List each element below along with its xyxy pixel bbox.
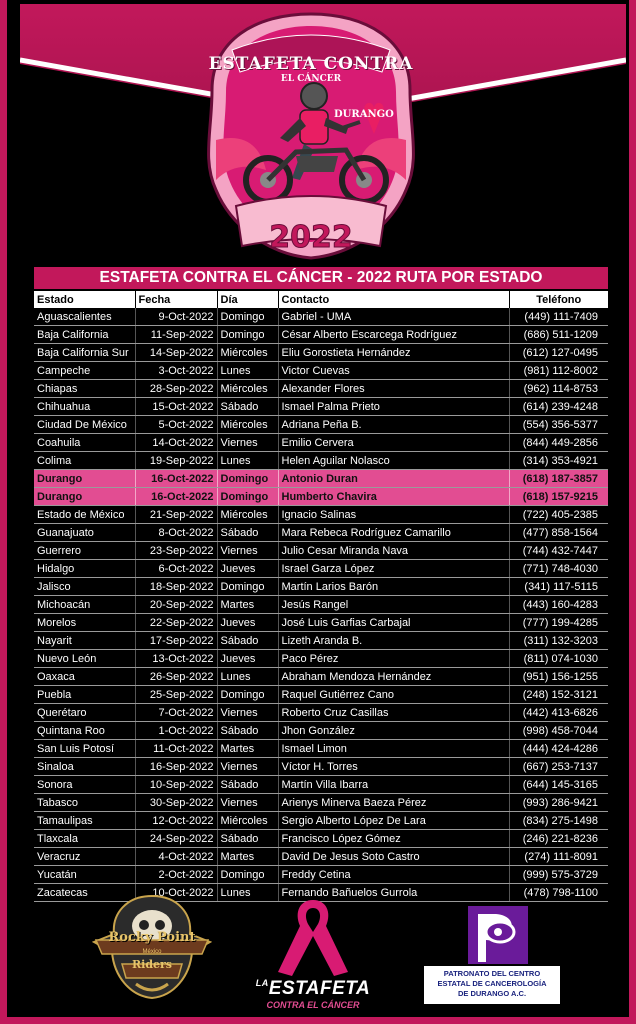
cell-telefono: (744) 432-7447: [509, 542, 608, 560]
cell-dia: Viernes: [217, 434, 278, 452]
cell-telefono: (844) 449-2856: [509, 434, 608, 452]
cell-telefono: (444) 424-4286: [509, 740, 608, 758]
cell-contacto: Victor Cuevas: [278, 362, 509, 380]
cell-dia: Miércoles: [217, 506, 278, 524]
cell-fecha: 22-Sep-2022: [135, 614, 217, 632]
cell-fecha: 19-Sep-2022: [135, 452, 217, 470]
table-row: [34, 380, 608, 398]
cell-fecha: 13-Oct-2022: [135, 650, 217, 668]
cell-telefono: (993) 286-9421: [509, 794, 608, 812]
cell-contacto: Julio Cesar Miranda Nava: [278, 542, 509, 560]
table-row: [34, 506, 608, 524]
cell-contacto: Paco Pérez: [278, 650, 509, 668]
cell-estado: Quintana Roo: [34, 722, 135, 740]
table-row: [34, 812, 608, 830]
cell-telefono: (644) 145-3165: [509, 776, 608, 794]
cell-telefono: (274) 111-8091: [509, 848, 608, 866]
cell-contacto: Víctor H. Torres: [278, 758, 509, 776]
cell-fecha: 24-Sep-2022: [135, 830, 217, 848]
cell-dia: Lunes: [217, 884, 278, 902]
cell-dia: Sábado: [217, 632, 278, 650]
table-row: [34, 560, 608, 578]
cell-telefono: (554) 356-5377: [509, 416, 608, 434]
cell-dia: Miércoles: [217, 416, 278, 434]
cell-fecha: 16-Oct-2022: [135, 470, 217, 488]
cell-dia: Sábado: [217, 722, 278, 740]
cell-contacto: Adriana Peña B.: [278, 416, 509, 434]
column-header-telefono: Teléfono: [509, 291, 608, 308]
table-row: [34, 344, 608, 362]
table-row: [34, 704, 608, 722]
pink-ribbon-icon: [248, 892, 378, 978]
cell-estado: Michoacán: [34, 596, 135, 614]
cell-dia: Sábado: [217, 398, 278, 416]
cell-fecha: 12-Oct-2022: [135, 812, 217, 830]
cell-estado: Yucatán: [34, 866, 135, 884]
cell-contacto: Mara Rebeca Rodríguez Camarillo: [278, 524, 509, 542]
cell-contacto: David De Jesus Soto Castro: [278, 848, 509, 866]
cell-contacto: Humberto Chavira: [278, 488, 509, 506]
cell-estado: Baja California: [34, 326, 135, 344]
cell-telefono: (311) 132-3203: [509, 632, 608, 650]
emblem-city: DURANGO: [334, 109, 394, 120]
cell-contacto: Fernando Bañuelos Gurrola: [278, 884, 509, 902]
cell-telefono: (811) 074-1030: [509, 650, 608, 668]
cell-fecha: 11-Sep-2022: [135, 326, 217, 344]
cell-fecha: 23-Sep-2022: [135, 542, 217, 560]
cell-telefono: (962) 114-8753: [509, 380, 608, 398]
table-row: [34, 722, 608, 740]
cell-estado: Aguascalientes: [34, 308, 135, 326]
rocky-point-riders: Riders: [132, 958, 172, 971]
cell-dia: Martes: [217, 848, 278, 866]
cell-fecha: 30-Sep-2022: [135, 794, 217, 812]
cell-fecha: 18-Sep-2022: [135, 578, 217, 596]
cell-fecha: 20-Sep-2022: [135, 596, 217, 614]
cell-estado: Sinaloa: [34, 758, 135, 776]
cell-telefono: (449) 111-7409: [509, 308, 608, 326]
estafeta-tagline: CONTRA EL CÁNCER: [266, 1000, 360, 1010]
cell-telefono: (998) 458-7044: [509, 722, 608, 740]
table-row: [34, 308, 608, 326]
cell-estado: Chiapas: [34, 380, 135, 398]
table-title: ESTAFETA CONTRA EL CÁNCER - 2022 RUTA POR ESTADO: [34, 267, 608, 289]
footer-logos: [0, 880, 636, 1024]
table-row: [34, 668, 608, 686]
cell-dia: Viernes: [217, 704, 278, 722]
table-row: [34, 740, 608, 758]
cell-fecha: 4-Oct-2022: [135, 848, 217, 866]
table-header-row: [34, 291, 608, 308]
table-row: [34, 794, 608, 812]
rocky-point-country: México: [142, 949, 162, 955]
table-row: [34, 326, 608, 344]
cell-estado: Sonora: [34, 776, 135, 794]
cell-contacto: César Alberto Escarcega Rodríguez: [278, 326, 509, 344]
table-row: [34, 488, 608, 506]
cell-dia: Lunes: [217, 362, 278, 380]
cell-estado: Nuevo León: [34, 650, 135, 668]
cell-estado: Campeche: [34, 362, 135, 380]
column-header-fecha: Fecha: [135, 291, 217, 308]
cell-dia: Viernes: [217, 758, 278, 776]
cell-fecha: 8-Oct-2022: [135, 524, 217, 542]
rocky-point-riders-logo: [92, 892, 212, 1002]
cell-telefono: (951) 156-1255: [509, 668, 608, 686]
patronato-emblem-icon: [424, 904, 560, 966]
cell-dia: Sábado: [217, 524, 278, 542]
cell-dia: Domingo: [217, 686, 278, 704]
cell-contacto: Ismael Limon: [278, 740, 509, 758]
table-row: [34, 830, 608, 848]
cell-dia: Martes: [217, 740, 278, 758]
cell-estado: Querétaro: [34, 704, 135, 722]
cell-contacto: Eliu Gorostieta Hernández: [278, 344, 509, 362]
cell-contacto: Jesús Rangel: [278, 596, 509, 614]
cell-estado: Veracruz: [34, 848, 135, 866]
patronato-line-3: DE DURANGO A.C.: [457, 989, 527, 998]
cell-dia: Lunes: [217, 452, 278, 470]
cell-estado: Estado de México: [34, 506, 135, 524]
cell-telefono: (614) 239-4248: [509, 398, 608, 416]
cell-telefono: (246) 221-8236: [509, 830, 608, 848]
cell-contacto: Ismael Palma Prieto: [278, 398, 509, 416]
cell-estado: Durango: [34, 488, 135, 506]
table-row: [34, 650, 608, 668]
cell-telefono: (777) 199-4285: [509, 614, 608, 632]
cell-fecha: 28-Sep-2022: [135, 380, 217, 398]
cell-dia: Domingo: [217, 470, 278, 488]
cell-telefono: (667) 253-7137: [509, 758, 608, 776]
cell-estado: Tabasco: [34, 794, 135, 812]
cell-contacto: José Luis Garfias Carbajal: [278, 614, 509, 632]
rocky-point-name: Rocky Point: [108, 930, 196, 945]
cell-telefono: (981) 112-8002: [509, 362, 608, 380]
cell-contacto: Abraham Mendoza Hernández: [278, 668, 509, 686]
cell-telefono: (248) 152-3121: [509, 686, 608, 704]
cell-dia: Domingo: [217, 488, 278, 506]
cell-fecha: 10-Sep-2022: [135, 776, 217, 794]
table-row: [34, 434, 608, 452]
cell-contacto: Alexander Flores: [278, 380, 509, 398]
patronato-line-1: PATRONATO DEL CENTRO: [443, 969, 541, 978]
cell-fecha: 17-Sep-2022: [135, 632, 217, 650]
estafeta-logo: [248, 892, 378, 1012]
route-table-body: [34, 308, 608, 902]
cell-estado: Baja California Sur: [34, 344, 135, 362]
patronato-logo: [424, 904, 560, 1014]
cell-dia: Jueves: [217, 614, 278, 632]
cell-fecha: 25-Sep-2022: [135, 686, 217, 704]
cell-telefono: (612) 127-0495: [509, 344, 608, 362]
emblem-year: 2022: [269, 220, 353, 255]
cell-telefono: (722) 405-2385: [509, 506, 608, 524]
table-row: [34, 758, 608, 776]
cell-dia: Miércoles: [217, 812, 278, 830]
cell-dia: Viernes: [217, 542, 278, 560]
cell-contacto: Freddy Cetina: [278, 866, 509, 884]
cell-dia: Jueves: [217, 650, 278, 668]
cell-contacto: Roberto Cruz Casillas: [278, 704, 509, 722]
cell-fecha: 21-Sep-2022: [135, 506, 217, 524]
cell-fecha: 11-Oct-2022: [135, 740, 217, 758]
emblem-subtitle: EL CÁNCER: [280, 74, 342, 84]
cell-contacto: Gabriel - UMA: [278, 308, 509, 326]
emblem-title: ESTAFETA CONTRA: [208, 54, 414, 74]
cell-telefono: (771) 748-4030: [509, 560, 608, 578]
cell-contacto: Ignacio Salinas: [278, 506, 509, 524]
cell-estado: Guerrero: [34, 542, 135, 560]
cell-contacto: Antonio Duran: [278, 470, 509, 488]
cell-estado: San Luis Potosí: [34, 740, 135, 758]
table-row: [34, 416, 608, 434]
table-row: [34, 398, 608, 416]
cell-dia: Sábado: [217, 776, 278, 794]
table-row: [34, 848, 608, 866]
table-row: [34, 362, 608, 380]
cell-fecha: 1-Oct-2022: [135, 722, 217, 740]
cell-fecha: 9-Oct-2022: [135, 308, 217, 326]
cell-contacto: Martín Larios Barón: [278, 578, 509, 596]
column-header-dia: Día: [217, 291, 278, 308]
patronato-line-2: ESTATAL DE CANCEROLOGÍA: [437, 979, 547, 988]
cell-telefono: (443) 160-4283: [509, 596, 608, 614]
cell-dia: Jueves: [217, 560, 278, 578]
cell-telefono: (442) 413-6826: [509, 704, 608, 722]
column-header-contacto: Contacto: [278, 291, 509, 308]
cell-estado: Tlaxcala: [34, 830, 135, 848]
cell-fecha: 10-Oct-2022: [135, 884, 217, 902]
cell-contacto: Arienys Minerva Baeza Pérez: [278, 794, 509, 812]
cell-fecha: 14-Sep-2022: [135, 344, 217, 362]
cell-contacto: Martín Villa Ibarra: [278, 776, 509, 794]
cell-fecha: 7-Oct-2022: [135, 704, 217, 722]
cell-telefono: (478) 798-1100: [509, 884, 608, 902]
table-row: [34, 632, 608, 650]
cell-telefono: (618) 157-9215: [509, 488, 608, 506]
cell-estado: Zacatecas: [34, 884, 135, 902]
cell-dia: Lunes: [217, 668, 278, 686]
cell-estado: Coahuila: [34, 434, 135, 452]
cell-fecha: 15-Oct-2022: [135, 398, 217, 416]
cell-telefono: (834) 275-1498: [509, 812, 608, 830]
table-row: [34, 524, 608, 542]
route-table: [34, 291, 608, 902]
cell-dia: Martes: [217, 596, 278, 614]
cell-telefono: (686) 511-1209: [509, 326, 608, 344]
event-emblem: [196, 10, 426, 262]
cell-contacto: Lizeth Aranda B.: [278, 632, 509, 650]
cell-dia: Sábado: [217, 830, 278, 848]
cell-estado: Nayarit: [34, 632, 135, 650]
cell-dia: Viernes: [217, 794, 278, 812]
cell-estado: Puebla: [34, 686, 135, 704]
cell-fecha: 16-Oct-2022: [135, 488, 217, 506]
cell-telefono: (999) 575-3729: [509, 866, 608, 884]
cell-contacto: Emilio Cervera: [278, 434, 509, 452]
column-header-estado: Estado: [34, 291, 135, 308]
cell-estado: Oaxaca: [34, 668, 135, 686]
cell-dia: Miércoles: [217, 380, 278, 398]
estafeta-prefix: LA: [255, 978, 269, 988]
cell-estado: Hidalgo: [34, 560, 135, 578]
cell-estado: Guanajuato: [34, 524, 135, 542]
table-row: [34, 686, 608, 704]
cell-dia: Domingo: [217, 326, 278, 344]
cell-contacto: Israel Garza López: [278, 560, 509, 578]
table-row: [34, 578, 608, 596]
cell-fecha: 26-Sep-2022: [135, 668, 217, 686]
cell-dia: Domingo: [217, 578, 278, 596]
table-row: [34, 542, 608, 560]
cell-estado: Ciudad De México: [34, 416, 135, 434]
cell-estado: Chihuahua: [34, 398, 135, 416]
table-row: [34, 596, 608, 614]
cell-contacto: Sergio Alberto López De Lara: [278, 812, 509, 830]
skull-badge-icon: [92, 892, 212, 1002]
cell-estado: Durango: [34, 470, 135, 488]
patronato-text: [424, 966, 560, 1004]
cell-telefono: (341) 117-5115: [509, 578, 608, 596]
cell-estado: Jalisco: [34, 578, 135, 596]
cell-contacto: Helen Aguilar Nolasco: [278, 452, 509, 470]
cell-dia: Domingo: [217, 866, 278, 884]
cell-contacto: Jhon González: [278, 722, 509, 740]
estafeta-word: ESTAFETA: [268, 978, 371, 999]
cell-fecha: 16-Sep-2022: [135, 758, 217, 776]
table-row: [34, 470, 608, 488]
table-row: [34, 452, 608, 470]
cell-telefono: (314) 353-4921: [509, 452, 608, 470]
cell-telefono: (477) 858-1564: [509, 524, 608, 542]
cell-dia: Domingo: [217, 308, 278, 326]
cell-fecha: 2-Oct-2022: [135, 866, 217, 884]
cell-estado: Tamaulipas: [34, 812, 135, 830]
cell-fecha: 6-Oct-2022: [135, 560, 217, 578]
cell-estado: Colima: [34, 452, 135, 470]
cell-estado: Morelos: [34, 614, 135, 632]
cell-dia: Miércoles: [217, 344, 278, 362]
cell-telefono: (618) 187-3857: [509, 470, 608, 488]
table-row: [34, 776, 608, 794]
cell-contacto: Raquel Gutiérrez Cano: [278, 686, 509, 704]
cell-fecha: 14-Oct-2022: [135, 434, 217, 452]
cell-contacto: Francisco López Gómez: [278, 830, 509, 848]
estafeta-wordmark: [248, 978, 378, 1000]
cell-fecha: 5-Oct-2022: [135, 416, 217, 434]
cell-fecha: 3-Oct-2022: [135, 362, 217, 380]
table-row: [34, 614, 608, 632]
